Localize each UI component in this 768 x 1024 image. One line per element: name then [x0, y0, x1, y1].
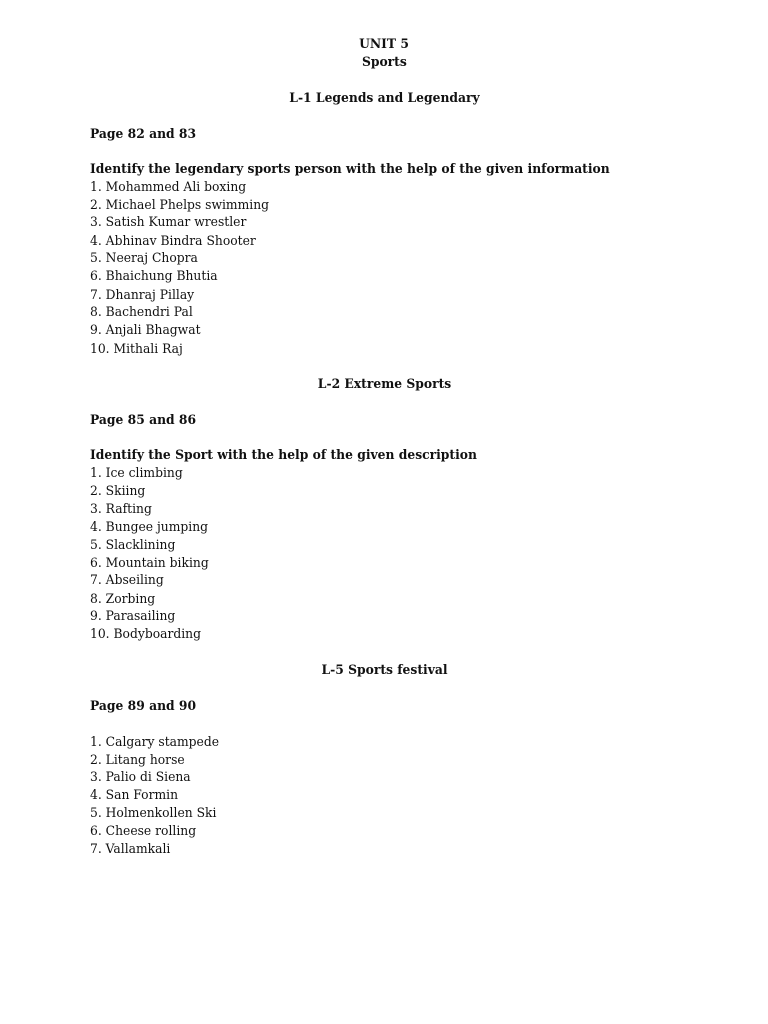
list-item: 10. Mithali Raj [90, 342, 183, 357]
instruction-text: Identify the Sport with the help of the given description [90, 447, 477, 463]
list-item: 3. Satish Kumar wrestler [90, 215, 247, 230]
list-item: 7. Dhanraj Pillay [90, 288, 195, 303]
list-item: 8. Zorbing [90, 592, 156, 607]
subject-heading: Sports [361, 54, 407, 70]
list-item: 10. Bodyboarding [90, 627, 202, 642]
list-item: 6. Bhaichung Bhutia [90, 269, 218, 284]
list-item: 5. Holmenkollen Ski [90, 806, 217, 821]
section-title: L-2 Extreme Sports [317, 376, 451, 392]
page-reference: Page 82 and 83 [90, 126, 197, 142]
list-item: 1. Calgary stampede [90, 735, 220, 750]
list-item: 5. Neeraj Chopra [90, 251, 198, 266]
list-item: 6. Cheese rolling [90, 824, 197, 839]
list-item: 4. Abhinav Bindra Shooter [90, 234, 256, 249]
list-item: 9. Anjali Bhagwat [90, 323, 201, 338]
section-title: L-5 Sports festival [320, 662, 448, 678]
list-item: 7. Abseiling [90, 573, 164, 588]
page-reference: Page 85 and 86 [90, 412, 197, 428]
unit-heading: UNIT 5 [359, 36, 409, 52]
page-reference: Page 89 and 90 [90, 698, 197, 714]
list-item: 3. Rafting [90, 502, 152, 517]
list-item: 5. Slacklining [90, 538, 176, 553]
list-item: 2. Litang horse [90, 753, 185, 768]
list-item: 4. Bungee jumping [90, 520, 209, 535]
instruction-text: Identify the legendary sports person with the help of the given information [90, 161, 610, 177]
list-item: 1. Mohammed Ali boxing [90, 180, 247, 195]
list-item: 6. Mountain biking [90, 556, 209, 571]
list-item: 8. Bachendri Pal [90, 305, 193, 320]
list-item: 2. Michael Phelps swimming [90, 198, 270, 213]
list-item: 4. San Formin [90, 788, 179, 803]
list-item: 7. Vallamkali [90, 842, 171, 857]
list-item: 2. Skiing [90, 484, 146, 499]
list-item: 9. Parasailing [90, 609, 176, 624]
list-item: 1. Ice climbing [90, 466, 183, 481]
section-title: L-1 Legends and Legendary [288, 90, 480, 106]
list-item: 3. Palio di Siena [90, 770, 191, 785]
